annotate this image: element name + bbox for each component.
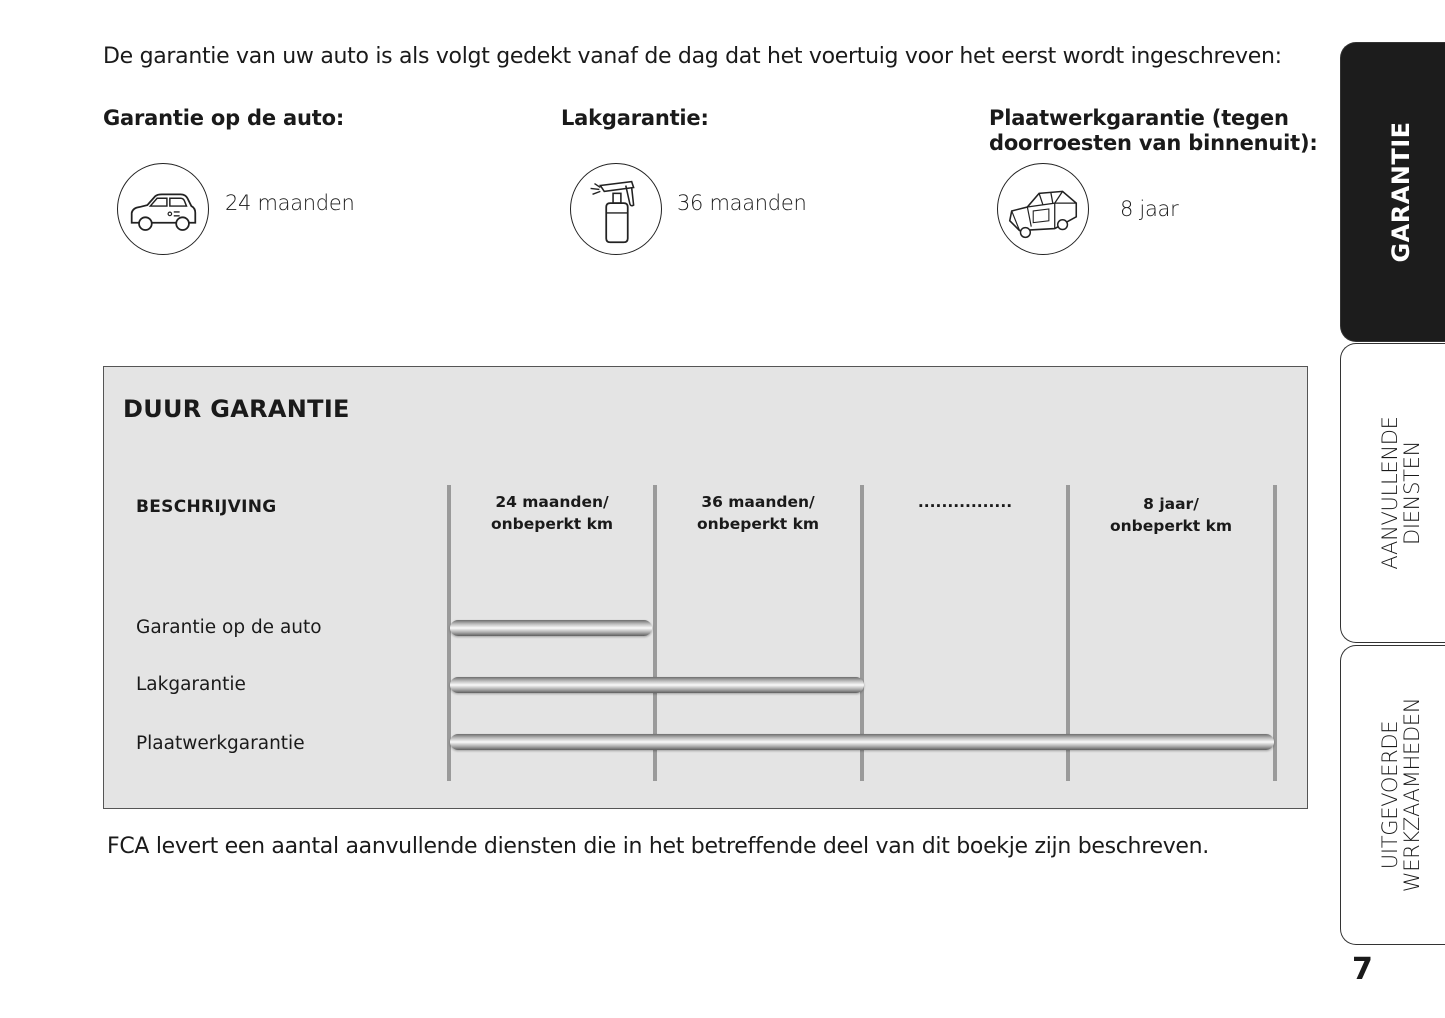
coverage-value-car: 24 maanden bbox=[225, 191, 355, 215]
coverage-title-bodywork-line1: Plaatwerkgarantie (tegen bbox=[989, 106, 1289, 130]
coverage-title-car: Garantie op de auto: bbox=[103, 106, 345, 130]
column-header-line: ................ bbox=[917, 493, 1013, 511]
row-label-bodywork: Plaatwerkgarantie bbox=[136, 733, 305, 754]
car-icon bbox=[117, 163, 209, 255]
column-header-line: onbeperkt km bbox=[696, 515, 820, 533]
coverage-title-bodywork-line2: doorroesten van binnenuit): bbox=[989, 131, 1318, 155]
tab-label bbox=[1379, 416, 1423, 569]
spray-gun-icon bbox=[570, 163, 662, 255]
coverage-title-paint: Lakgarantie: bbox=[561, 106, 709, 130]
column-header-line: onbeperkt km bbox=[1109, 517, 1233, 535]
tab-uitgevoerde-werkzaamheden[interactable] bbox=[1340, 645, 1445, 945]
column-header-line: onbeperkt km bbox=[490, 515, 614, 533]
footer-text: FCA levert een aantal aanvullende diensten die in het betreffende deel van dit boekje zijn beschreven. bbox=[107, 834, 1209, 859]
column-header-line: 36 maanden/ bbox=[701, 493, 815, 511]
tab-aanvullende-diensten[interactable] bbox=[1340, 343, 1445, 643]
tab-label-line: GARANTIE bbox=[1386, 121, 1415, 263]
coverage-title-bodywork bbox=[989, 106, 1318, 156]
coverage-bar-car bbox=[450, 620, 652, 636]
tab-label-line: UITGEVOERDE bbox=[1377, 720, 1402, 870]
page-number: 7 bbox=[1352, 952, 1373, 987]
tab-label bbox=[1379, 698, 1423, 893]
table-title: DUUR GARANTIE bbox=[123, 395, 350, 423]
coverage-bar-bodywork bbox=[450, 734, 1274, 750]
description-header: BESCHRIJVING bbox=[136, 497, 277, 517]
column-header-line: 24 maanden/ bbox=[495, 493, 609, 511]
warranty-duration-table bbox=[103, 366, 1308, 809]
tab-label-line: DIENSTEN bbox=[1399, 440, 1424, 546]
tab-label-line: AANVULLENDE bbox=[1377, 416, 1402, 570]
coverage-value-bodywork: 8 jaar bbox=[1120, 197, 1179, 221]
column-header-line: 8 jaar/ bbox=[1143, 495, 1199, 513]
row-label-car: Garantie op de auto bbox=[136, 617, 322, 638]
column-header-placeholder bbox=[862, 491, 1068, 513]
column-header-8-years bbox=[1068, 493, 1274, 537]
coverage-value-paint: 36 maanden bbox=[677, 191, 807, 215]
coverage-bar-paint bbox=[450, 677, 864, 693]
tab-label bbox=[1386, 121, 1415, 263]
row-label-paint: Lakgarantie bbox=[136, 674, 246, 695]
tab-label-line: WERKZAAMHEDEN bbox=[1399, 697, 1424, 893]
intro-text: De garantie van uw auto is als volgt gedekt vanaf de dag dat het voertuig voor het eerst wordt ingeschreven: bbox=[103, 44, 1282, 69]
tab-garantie[interactable] bbox=[1340, 42, 1445, 342]
car-body-frame-icon bbox=[997, 163, 1089, 255]
column-header-36-months bbox=[655, 491, 861, 535]
column-header-24-months bbox=[449, 491, 655, 535]
